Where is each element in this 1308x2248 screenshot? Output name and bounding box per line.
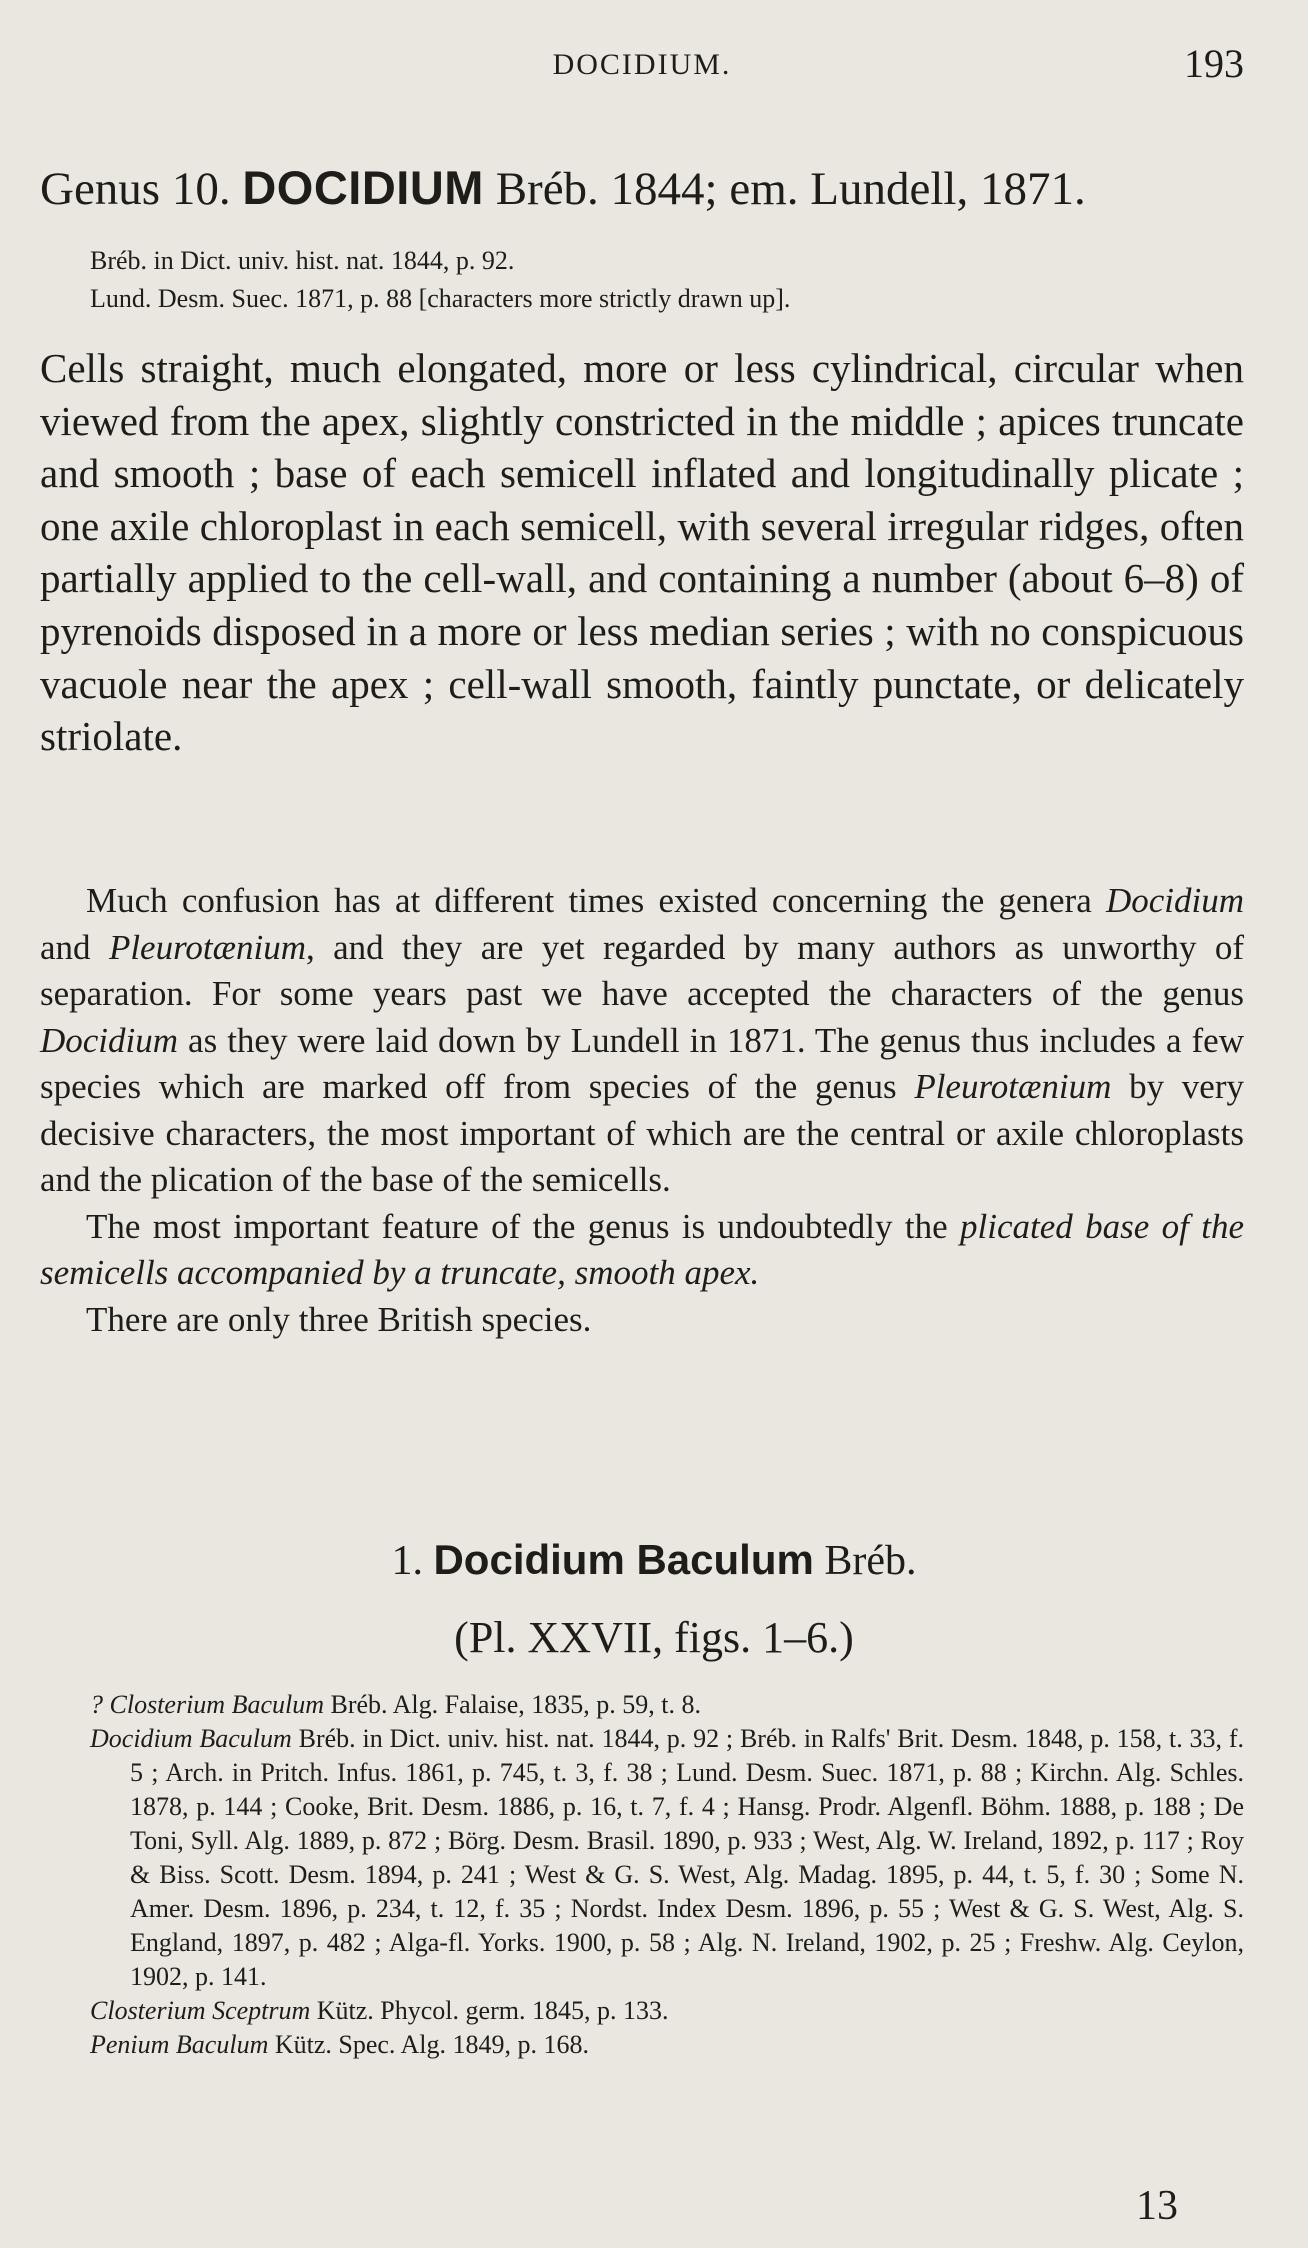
paragraph-feature: The most important feature of the genus is undoubtedly the plicated base of the semicells accompanied by a truncate, smooth apex. bbox=[40, 1206, 1244, 1292]
discussion bbox=[40, 878, 1244, 1343]
running-title: DOCIDIUM. bbox=[552, 48, 732, 81]
genus-heading bbox=[40, 160, 1244, 216]
synonymy-entry: ? Closterium Baculum Bréb. Alg. Falaise, 1835, p. 59, t. 8. bbox=[90, 1690, 701, 1719]
species-plate-reference: (Pl. XXVII, figs. 1–6.) bbox=[454, 1613, 854, 1662]
synonymy-entry: Closterium Sceptrum Kütz. Phycol. germ. 1845, p. 133. bbox=[90, 1996, 669, 2025]
genus-name: DOCIDIUM bbox=[242, 161, 484, 214]
reference-line: Bréb. in Dict. univ. hist. nat. 1844, p. 92. bbox=[90, 246, 515, 275]
signature-mark: 13 bbox=[1136, 2183, 1178, 2229]
species-number: 1. bbox=[391, 1538, 423, 1584]
genus-authority: Bréb. 1844; em. Lundell, 1871. bbox=[495, 163, 1086, 215]
paragraph-confusion: Much confusion has at different times existed concerning the genera Docidium and Pleurotænium, and they are yet regarded by many authors as unworthy of separation. For some years past we have accepted the characters of the genus Docidium as they were laid down by Lundell in 1871. The genus thus includes a few species which are marked off from species of the genus Pleurotænium by very decisive characters, the most important of which are the central or axile chloroplasts and the plication of the base of the semicells. bbox=[40, 881, 1244, 1199]
genus-description: Cells straight, much elongated, more or less cylindrical, circular when viewed from the apex, slightly constricted in the middle ; apices truncate and smooth ; base of each semicell inflated and longitudinally plicate ; one axile chloroplast in each semicell, with several irregular ridges, often partially applied to the cell-wall, and containing a number (about 6–8) of pyrenoids disposed in a more or less median series ; with no conspicuous vacuole near the apex ; cell-wall smooth, faintly punctate, or delicately striolate. bbox=[40, 345, 1244, 760]
species-authority: Bréb. bbox=[824, 1538, 917, 1584]
genus-references bbox=[90, 242, 1244, 318]
genus-prefix: Genus 10. bbox=[40, 163, 231, 215]
page-number: 193 bbox=[1184, 41, 1244, 86]
synonymy-list bbox=[90, 1688, 1244, 2062]
species-heading bbox=[0, 1536, 1308, 1585]
synonymy-entry: Penium Baculum Kütz. Spec. Alg. 1849, p. 168. bbox=[90, 2030, 589, 2059]
species-name: Docidium Baculum bbox=[433, 1536, 814, 1583]
running-header bbox=[40, 40, 1244, 90]
paragraph-species-count: There are only three British species. bbox=[86, 1299, 592, 1339]
reference-line: Lund. Desm. Suec. 1871, p. 88 [characters more strictly drawn up]. bbox=[90, 284, 791, 313]
synonymy-entry: Docidium Baculum Bréb. in Dict. univ. hist. nat. 1844, p. 92 ; Bréb. in Ralfs' Brit. Desm. 1848, p. 158, t. 33, f. 5 ; Arch. in Pritch. Infus. 1861, p. 745, t. 3, f. 38 ; Lund. Desm. Suec. 1871, p. 88 ; Kirchn. Alg. Schles. 1878, p. 144 ; Cooke, Brit. Desm. 1886, p. 16, t. 7, f. 4 ; Hansg. Prodr. Algenfl. Böhm. 1888, p. 188 ; De Toni, Syll. Alg. 1889, p. 872 ; Börg. Desm. Brasil. 1890, p. 933 ; West, Alg. W. Ireland, 1892, p. 117 ; Roy & Biss. Scott. Desm. 1894, p. 241 ; West & G. S. West, Alg. Madag. 1895, p. 44, t. 5, f. 30 ; Some N. Amer. Desm. 1896, p. 234, t. 12, f. 35 ; Nordst. Index Desm. 1896, p. 55 ; West & G. S. West, Alg. S. England, 1897, p. 482 ; Alga-fl. Yorks. 1900, p. 58 ; Alg. N. Ireland, 1902, p. 25 ; Freshw. Alg. Ceylon, 1902, p. 141. bbox=[90, 1724, 1245, 1991]
